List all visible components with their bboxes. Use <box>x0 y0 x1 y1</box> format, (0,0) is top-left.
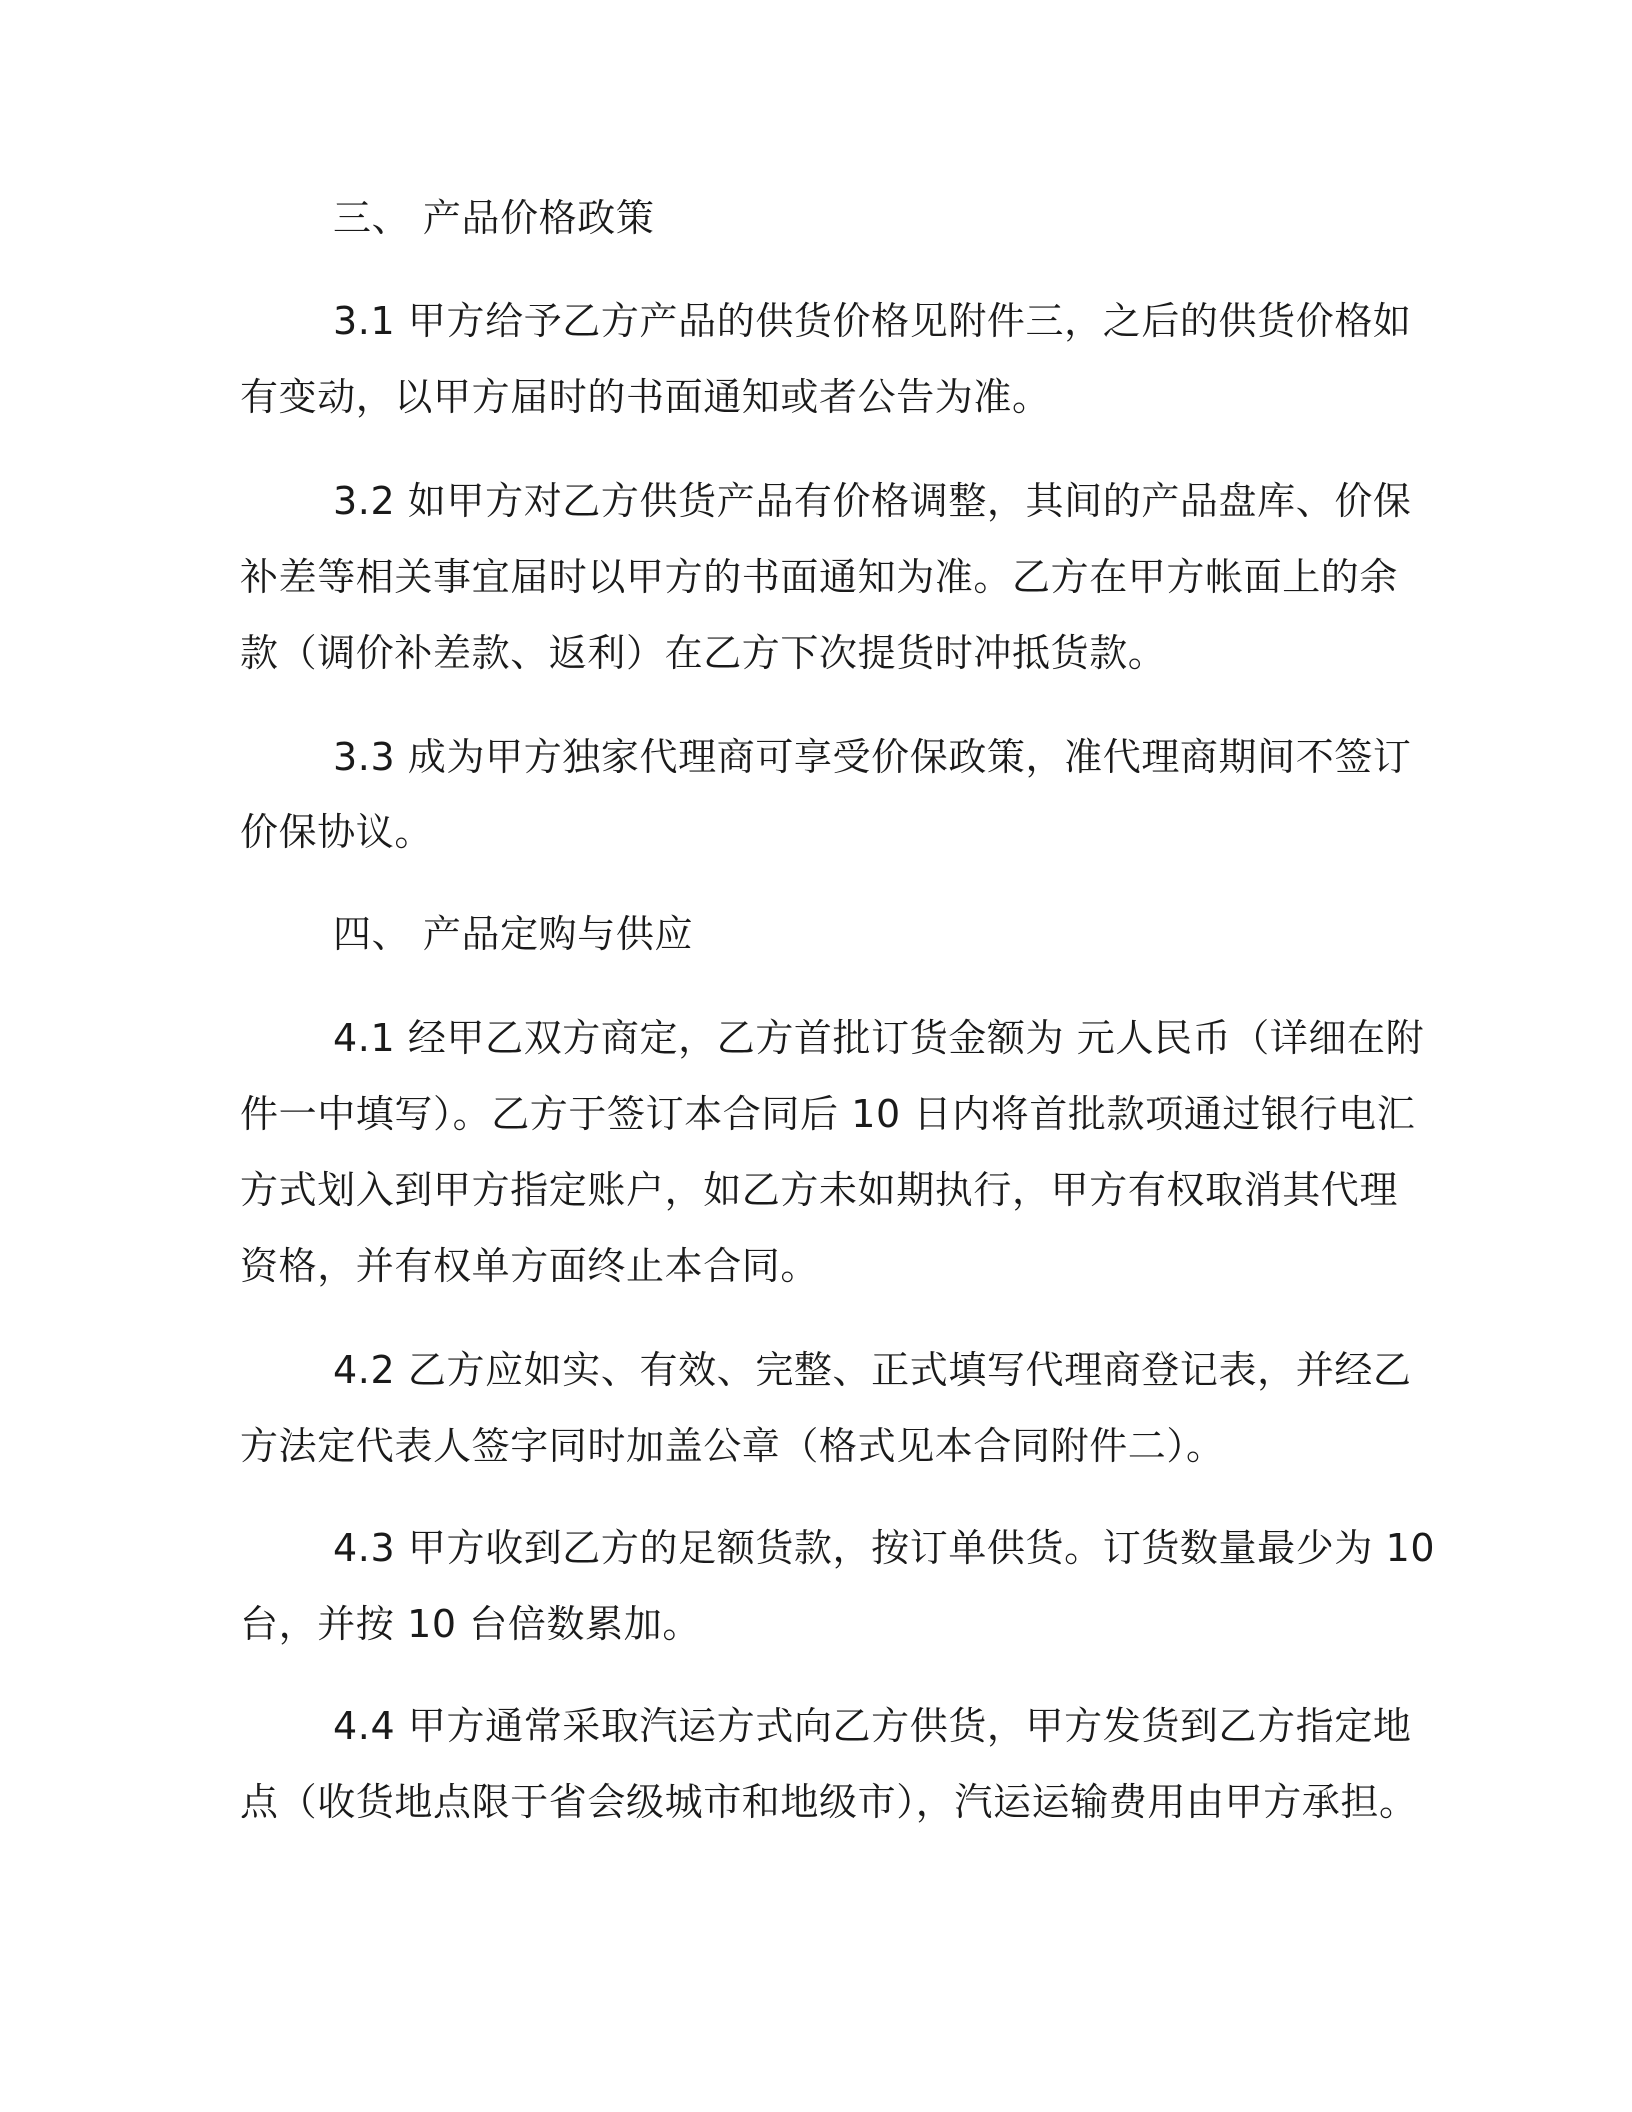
clause-3-1-line-2: 有变动，以甲方届时的书面通知或者公告为准。 <box>240 375 1051 419</box>
clause-4-2-line-1: 4.2 乙方应如实、有效、完整、正式填写代理商登记表，并经乙 <box>333 1348 1412 1392</box>
clause-4-1-line-3: 方式划入到甲方指定账户，如乙方未如期执行，甲方有权取消其代理 <box>240 1168 1399 1212</box>
clause-4-3-line-1: 4.3 甲方收到乙方的足额货款，按订单供货。订货数量最少为 10 <box>333 1526 1436 1570</box>
clause-4-4-line-1: 4.4 甲方通常采取汽运方式向乙方供货，甲方发货到乙方指定地 <box>333 1704 1412 1748</box>
section-3-heading: 三、 产品价格政策 <box>333 196 655 240</box>
clause-4-1-line-1: 4.1 经甲乙双方商定，乙方首批订货金额为 元人民币（详细在附 <box>333 1016 1425 1060</box>
clause-4-2-line-2: 方法定代表人签字同时加盖公章（格式见本合同附件二）。 <box>240 1424 1225 1468</box>
clause-4-3-line-2: 台，并按 10 台倍数累加。 <box>240 1602 701 1646</box>
clause-3-1-line-1: 3.1 甲方给予乙方产品的供货价格见附件三，之后的供货价格如 <box>333 299 1412 343</box>
clause-4-1-line-2: 件一中填写）。乙方于签订本合同后 10 日内将首批款项通过银行电汇 <box>240 1092 1416 1136</box>
clause-4-4-line-2: 点（收货地点限于省会级城市和地级市），汽运运输费用由甲方承担。 <box>240 1780 1418 1824</box>
clause-3-2-line-2: 补差等相关事宜届时以甲方的书面通知为准。乙方在甲方帐面上的余 <box>240 555 1399 599</box>
clause-4-1-line-4: 资格，并有权单方面终止本合同。 <box>240 1244 820 1288</box>
clause-3-2-line-1: 3.2 如甲方对乙方供货产品有价格调整，其间的产品盘库、价保 <box>333 479 1412 523</box>
clause-3-3-line-2: 价保协议。 <box>240 810 434 854</box>
clause-3-3-line-1: 3.3 成为甲方独家代理商可享受价保政策，准代理商期间不签订 <box>333 735 1412 779</box>
clause-3-2-line-3: 款（调价补差款、返利）在乙方下次提货时冲抵货款。 <box>240 631 1167 675</box>
section-4-heading: 四、 产品定购与供应 <box>333 912 694 956</box>
